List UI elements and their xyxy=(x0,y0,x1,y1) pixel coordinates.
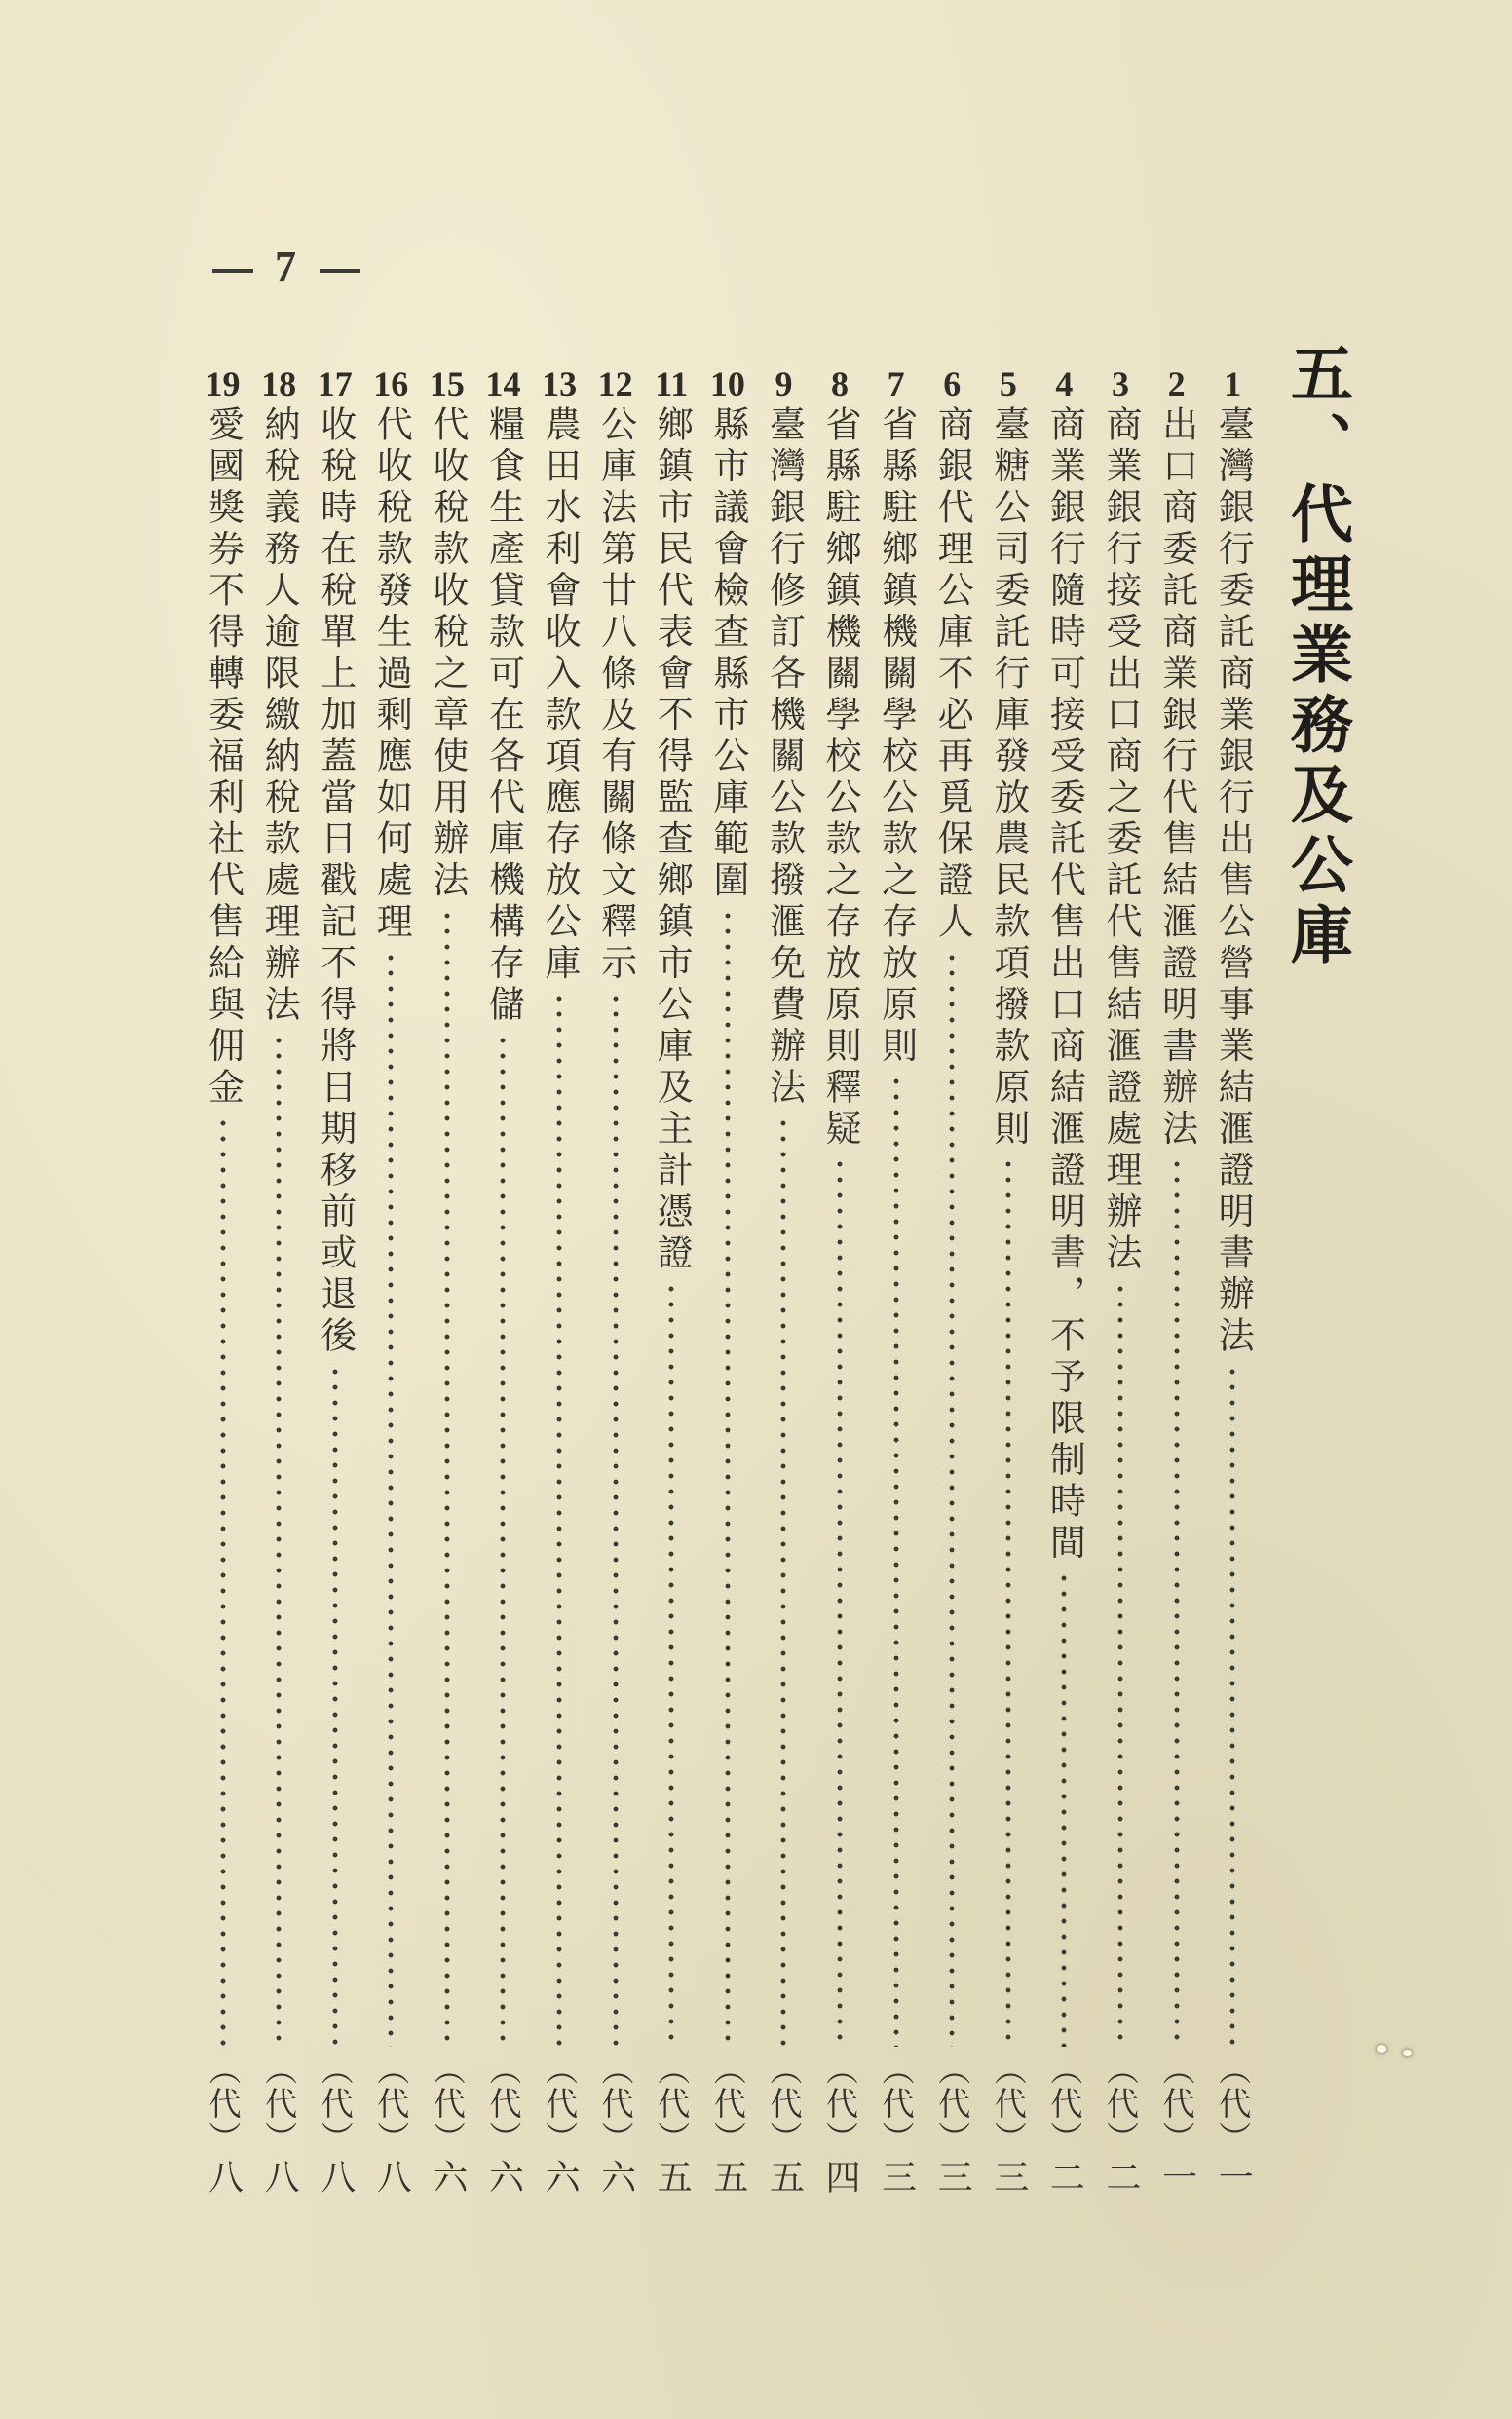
entry-page: 六 xyxy=(427,2159,468,2194)
entry-number: 12 xyxy=(597,364,633,403)
entry-title: 臺灣銀行修訂各機關公款撥滙免費辦法 xyxy=(763,405,806,1110)
entry-category: （代） xyxy=(204,2053,243,2155)
dot-leader xyxy=(276,1033,282,2048)
dot-leader xyxy=(220,1115,226,2048)
entry-category: （代） xyxy=(765,2053,804,2155)
entry-page: 六 xyxy=(540,2159,581,2194)
entry-category: （代） xyxy=(484,2053,523,2155)
dot-leader xyxy=(1005,1156,1011,2047)
toc-entry[interactable] xyxy=(1149,362,1205,2194)
entry-category: （代） xyxy=(708,2053,747,2155)
entry-category: （代） xyxy=(372,2053,411,2155)
entry-number: 9 xyxy=(775,364,793,403)
entry-page: 八 xyxy=(203,2159,244,2194)
entry-title: 省縣駐鄉鎮機關學校公款之存放原則釋疑 xyxy=(819,405,862,1151)
entry-category: （代） xyxy=(989,2053,1028,2155)
entry-page: 三 xyxy=(988,2159,1029,2194)
entry-title: 糧食生產貸款可在各代庫機構存儲 xyxy=(482,405,525,1027)
toc-entry[interactable] xyxy=(195,362,251,2194)
entry-title: 代收稅款發生過剩應如何處理 xyxy=(370,405,413,944)
entry-title: 臺灣銀行委託商業銀行出售公營事業結滙證明書辦法 xyxy=(1212,405,1255,1358)
entry-title: 愛國獎券不得轉委福利社代售給與佣金 xyxy=(202,405,245,1110)
dot-leader xyxy=(1117,1281,1123,2048)
dot-leader xyxy=(500,1033,506,2048)
entry-page: 二 xyxy=(1101,2159,1142,2194)
entry-page: 八 xyxy=(259,2159,300,2194)
dot-leader xyxy=(388,950,394,2048)
toc-entry[interactable] xyxy=(250,362,307,2194)
entry-number: 3 xyxy=(1112,364,1130,403)
page-number-value: 7 xyxy=(275,243,298,290)
entry-title: 商業銀行隨時可接受委託代售出口商結滙證明書，不予限制時間 xyxy=(1043,405,1086,1565)
entry-page: 六 xyxy=(483,2159,524,2194)
entry-number: 7 xyxy=(887,364,905,403)
entry-page: 五 xyxy=(707,2159,748,2194)
entry-page: 四 xyxy=(820,2159,861,2194)
entry-number: 15 xyxy=(429,364,465,403)
entry-title: 納稅義務人逾限繳納稅款處理辦法 xyxy=(258,405,301,1027)
entry-page: 六 xyxy=(595,2159,636,2194)
dot-leader xyxy=(1229,1364,1235,2048)
entry-title: 商業銀行接受出口商之委託代售結滙證處理辦法 xyxy=(1100,405,1143,1275)
entry-number: 4 xyxy=(1055,364,1074,403)
toc-entry[interactable] xyxy=(699,362,756,2194)
entry-category: （代） xyxy=(1214,2053,1253,2155)
entry-title: 出口商委託商業銀行代售結滙證明書辦法 xyxy=(1155,405,1198,1151)
entry-page: 八 xyxy=(371,2159,412,2194)
entry-number: 19 xyxy=(205,364,241,403)
entry-number: 11 xyxy=(655,364,689,403)
entry-number: 8 xyxy=(831,364,850,403)
toc-entry[interactable] xyxy=(531,362,587,2194)
entry-title: 臺糖公司委託行庫發放農民款項撥款原則 xyxy=(987,405,1030,1151)
entry-number: 16 xyxy=(373,364,409,403)
toc-entry[interactable] xyxy=(587,362,644,2194)
toc-entry[interactable] xyxy=(1204,362,1261,2194)
page-number xyxy=(191,242,382,291)
entry-page: 八 xyxy=(315,2159,356,2194)
entry-title: 縣市議會檢查縣市公庫範圍 xyxy=(706,405,749,902)
entry-category: （代） xyxy=(933,2053,972,2155)
entry-category: （代） xyxy=(596,2053,635,2155)
entry-category: （代） xyxy=(1102,2053,1141,2155)
dot-leader xyxy=(949,950,955,2048)
entry-title: 省縣駐鄉鎮機關學校公款之存放原則 xyxy=(875,405,918,1068)
entry-category: （代） xyxy=(260,2053,299,2155)
toc-entry[interactable] xyxy=(924,362,980,2194)
toc-entry[interactable] xyxy=(419,362,475,2194)
entry-title: 代收稅款收稅之章使用辦法 xyxy=(426,405,469,902)
dot-leader xyxy=(1174,1156,1180,2047)
dot-leader xyxy=(1061,1570,1067,2047)
entry-page: 三 xyxy=(932,2159,973,2194)
entry-number: 13 xyxy=(542,364,578,403)
toc-entry[interactable] xyxy=(980,362,1037,2194)
toc-entry[interactable] xyxy=(812,362,868,2194)
dot-leader xyxy=(893,1074,899,2047)
entry-category: （代） xyxy=(1157,2053,1196,2155)
entry-title: 收稅時在稅單上加蓋當日戳記不得將日期移前或退後 xyxy=(314,405,357,1358)
dot-leader xyxy=(837,1156,843,2047)
toc-entry[interactable] xyxy=(643,362,699,2194)
toc-entry[interactable] xyxy=(756,362,813,2194)
entry-title: 商銀代理公庫不必再覓保證人 xyxy=(931,405,974,944)
entry-category: （代） xyxy=(653,2053,692,2155)
entry-page: 一 xyxy=(1156,2159,1197,2194)
dash-left xyxy=(212,269,253,273)
entry-category: （代） xyxy=(316,2053,355,2155)
binding-hole xyxy=(1403,2050,1412,2056)
entry-number: 6 xyxy=(943,364,962,403)
entry-page: 五 xyxy=(652,2159,693,2194)
dot-leader xyxy=(613,991,619,2047)
entry-category: （代） xyxy=(428,2053,467,2155)
dot-leader xyxy=(444,908,450,2047)
toc-entry[interactable] xyxy=(307,362,363,2194)
toc-entry[interactable] xyxy=(1037,362,1093,2194)
dot-leader xyxy=(780,1115,786,2048)
entry-page: 一 xyxy=(1213,2159,1254,2194)
entry-number: 18 xyxy=(261,364,297,403)
section-title: 五、代理業務及公庫 xyxy=(1280,341,1352,972)
table-of-contents xyxy=(195,362,1261,2194)
toc-entry[interactable] xyxy=(363,362,420,2194)
entry-page: 五 xyxy=(764,2159,805,2194)
toc-entry[interactable] xyxy=(1092,362,1149,2194)
dash-right xyxy=(320,269,360,273)
dot-leader xyxy=(332,1364,338,2048)
entry-page: 三 xyxy=(876,2159,917,2194)
entry-number: 17 xyxy=(317,364,353,403)
entry-category: （代） xyxy=(821,2053,860,2155)
entry-number: 5 xyxy=(999,364,1017,403)
entry-page: 二 xyxy=(1044,2159,1085,2194)
entry-category: （代） xyxy=(541,2053,580,2155)
entry-number: 2 xyxy=(1167,364,1186,403)
entry-title: 農田水利會收入款項應存放公庫 xyxy=(539,405,582,985)
binding-hole xyxy=(1377,2045,1386,2053)
toc-entry[interactable] xyxy=(868,362,925,2194)
entry-number: 14 xyxy=(485,364,521,403)
entry-number: 1 xyxy=(1224,364,1242,403)
entry-category: （代） xyxy=(1045,2053,1084,2155)
entry-title: 鄉鎮市民代表會不得監查鄉鎮市公庫及主計憑證 xyxy=(651,405,694,1275)
toc-entry[interactable] xyxy=(475,362,532,2194)
entry-category: （代） xyxy=(877,2053,916,2155)
entry-number: 10 xyxy=(709,364,745,403)
entry-title: 公庫法第廿八條及有關條文釋示 xyxy=(594,405,637,985)
dot-leader xyxy=(556,991,562,2047)
dot-leader xyxy=(725,908,731,2047)
dot-leader xyxy=(668,1281,674,2048)
